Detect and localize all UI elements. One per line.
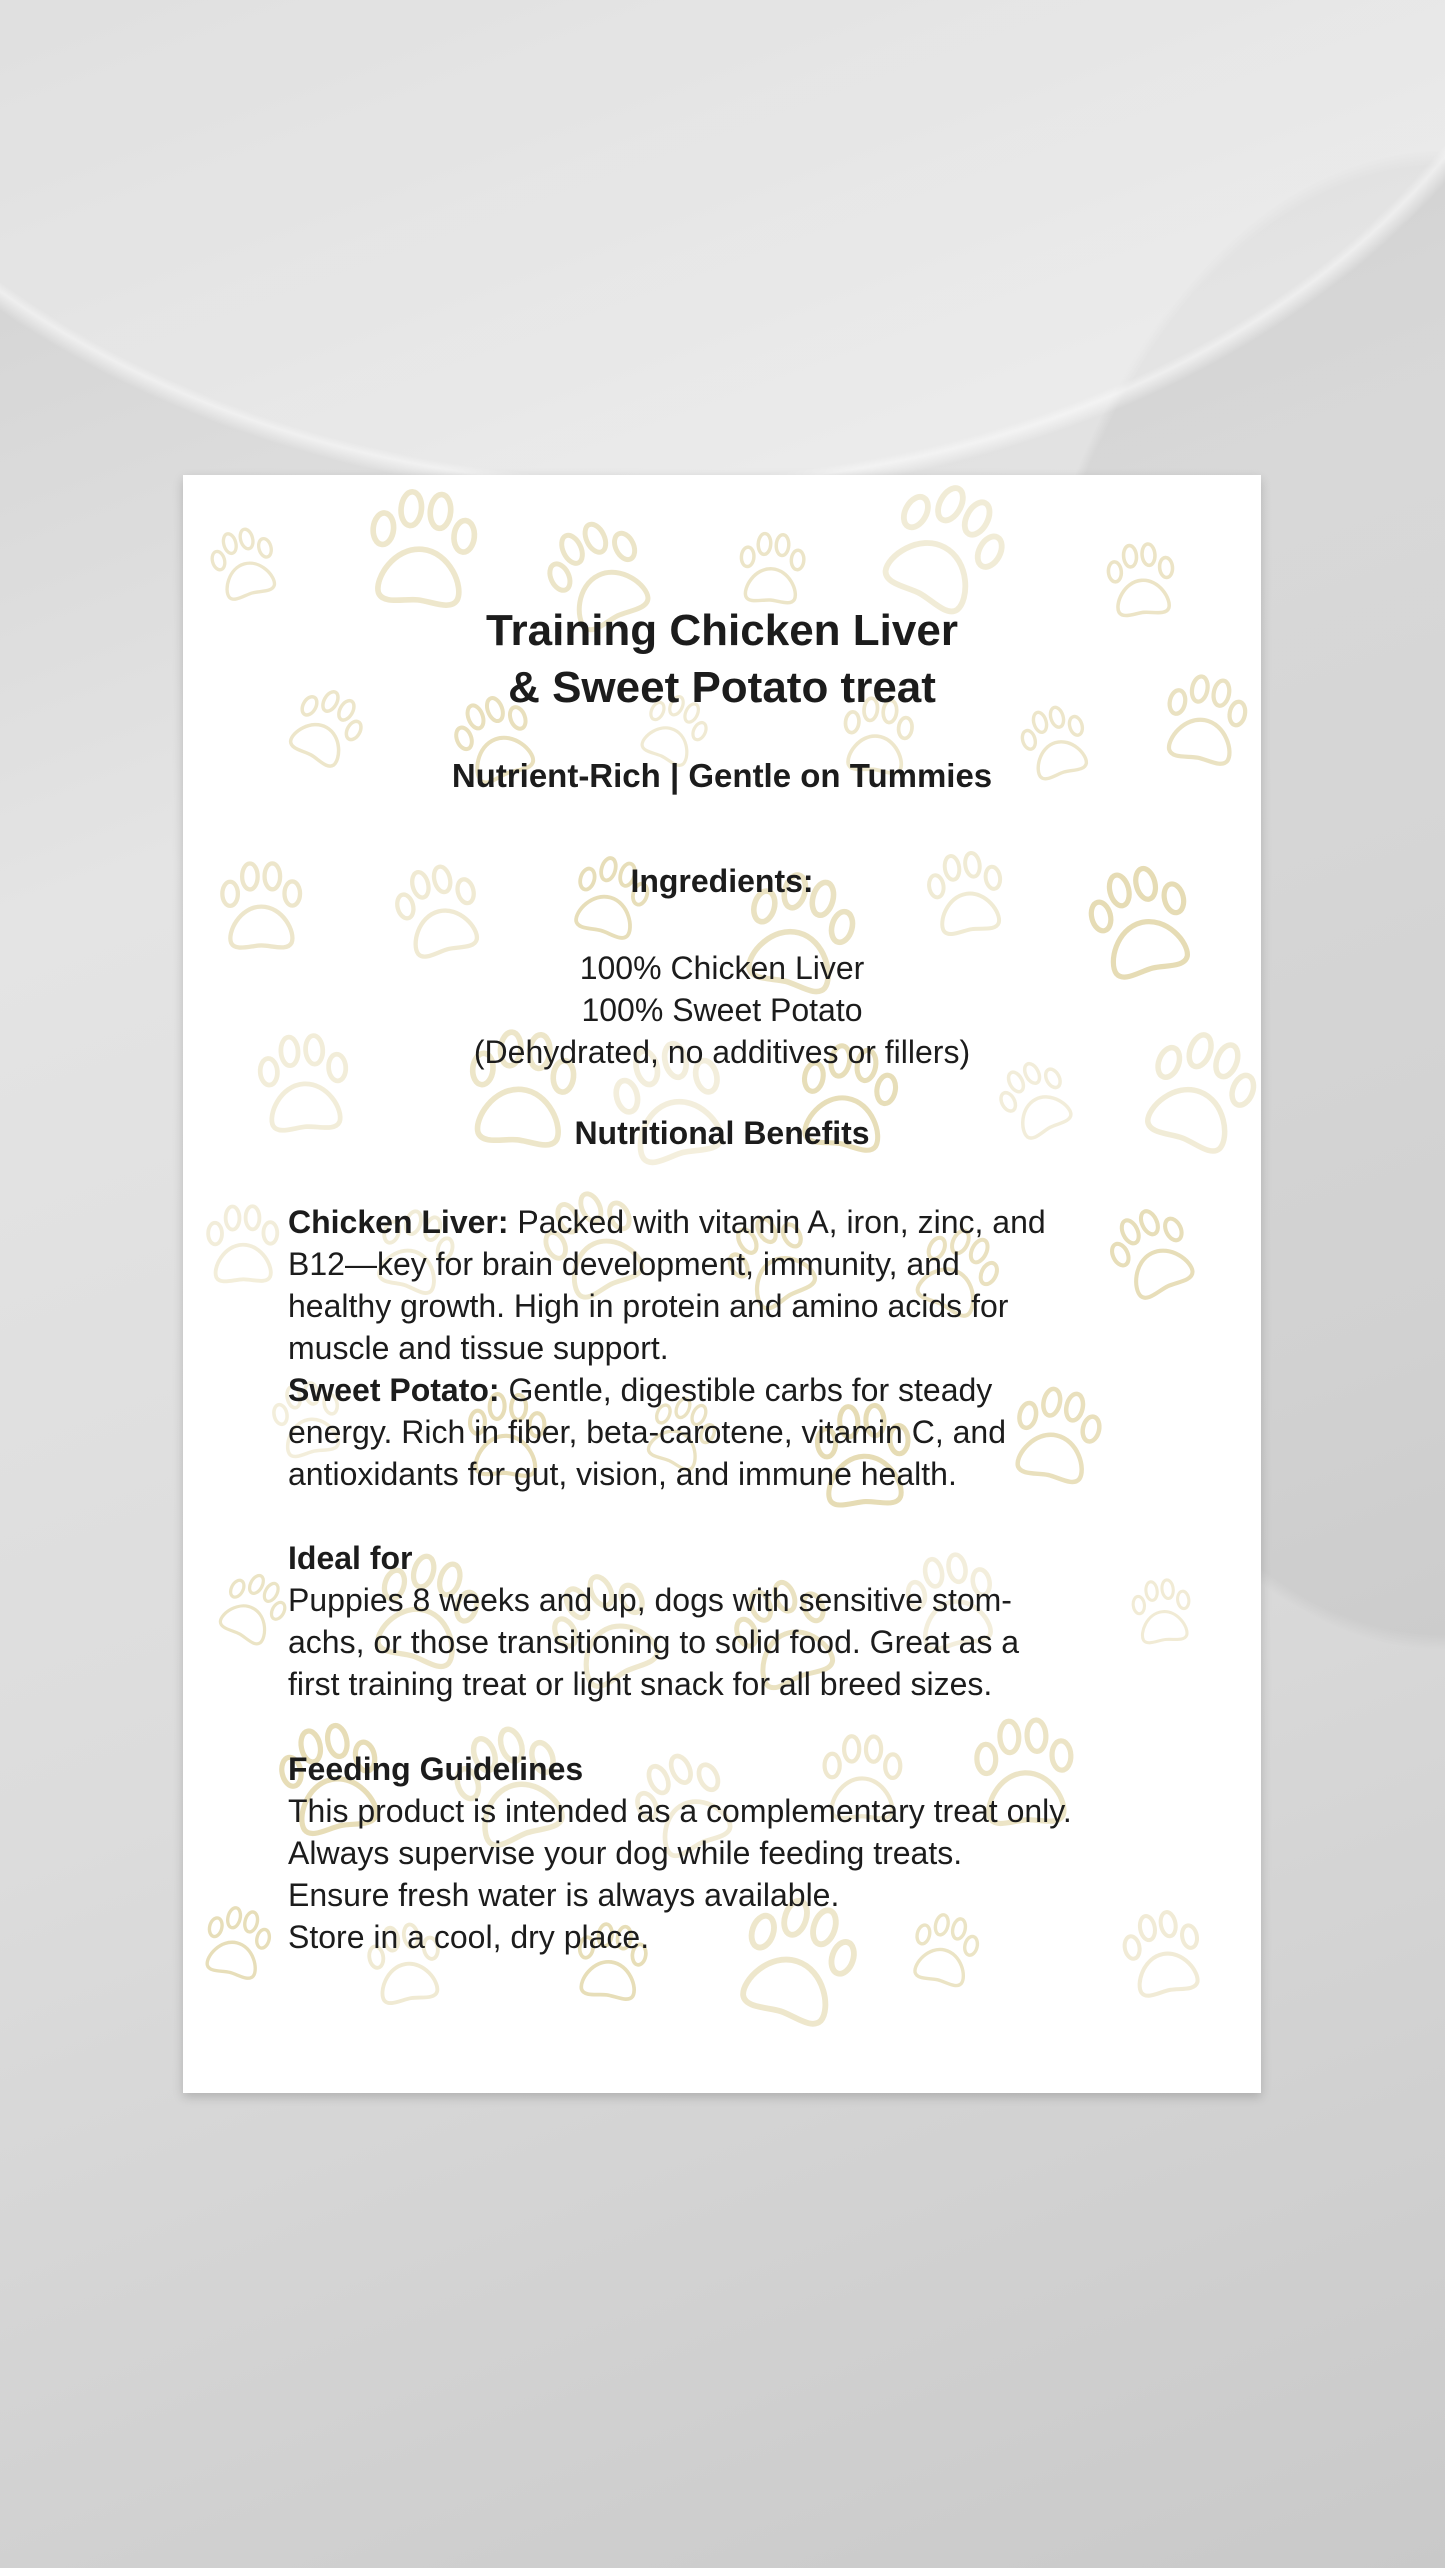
text-line: energy. Rich in fiber, beta-carotene, vitamin C, and	[288, 1414, 1006, 1450]
ideal-for-heading: Ideal for	[288, 1540, 413, 1576]
paw-icon	[206, 524, 281, 603]
ingredients-heading: Ingredients:	[630, 863, 814, 899]
benefits-text	[288, 1201, 1228, 1495]
text-line: first training treat or light snack for all breed sizes.	[288, 1666, 993, 1702]
sweet-potato-label: Sweet Potato:	[288, 1372, 500, 1408]
ingredient-line: 100% Sweet Potato	[581, 992, 863, 1028]
ingredients-list	[183, 947, 1261, 1073]
text-line: This product is intended as a complementary treat only.	[288, 1793, 1072, 1829]
benefits-heading: Nutritional Benefits	[574, 1115, 870, 1151]
product-label-card	[183, 475, 1261, 2093]
text-line: healthy growth. High in protein and amino acids for	[288, 1288, 1009, 1324]
title-line: Training Chicken Liver	[486, 606, 958, 655]
paw-icon	[367, 489, 478, 608]
text-line: muscle and tissue support.	[288, 1330, 669, 1366]
text-line: Ensure fresh water is always available.	[288, 1877, 840, 1913]
feeding-guidelines-section	[288, 1748, 1228, 1958]
feeding-guidelines-heading: Feeding Guidelines	[288, 1751, 584, 1787]
paw-icon	[213, 1566, 294, 1649]
chicken-liver-label: Chicken Liver:	[288, 1204, 509, 1240]
text-line: antioxidants for gut, vision, and immune health.	[288, 1456, 957, 1492]
text-line: Packed with vitamin A, iron, zinc, and	[508, 1204, 1046, 1240]
ingredient-line: 100% Chicken Liver	[579, 950, 865, 986]
text-line: Store in a cool, dry place.	[288, 1919, 650, 1955]
title-line: & Sweet Potato treat	[508, 663, 936, 712]
text-line: Gentle, digestible carbs for steady	[499, 1372, 993, 1408]
paw-icon	[739, 532, 806, 603]
ingredient-line: (Dehydrated, no additives or fillers)	[473, 1034, 971, 1070]
paw-icon	[208, 1206, 278, 1282]
paw-icon	[200, 1903, 275, 1981]
text-line: B12—key for brain development, immunity, and	[288, 1246, 960, 1282]
ideal-for-section	[288, 1537, 1228, 1705]
paw-icon	[872, 475, 1018, 621]
text-line: Puppies 8 weeks and up, dogs with sensitive stom-	[288, 1582, 1012, 1618]
text-line: Always supervise your dog while feeding treats.	[288, 1835, 963, 1871]
text-line: achs, or those transitioning to solid food. Great as a	[288, 1624, 1020, 1660]
product-title	[183, 602, 1261, 716]
subtitle: Nutrient-Rich | Gentle on Tummies	[451, 757, 993, 794]
